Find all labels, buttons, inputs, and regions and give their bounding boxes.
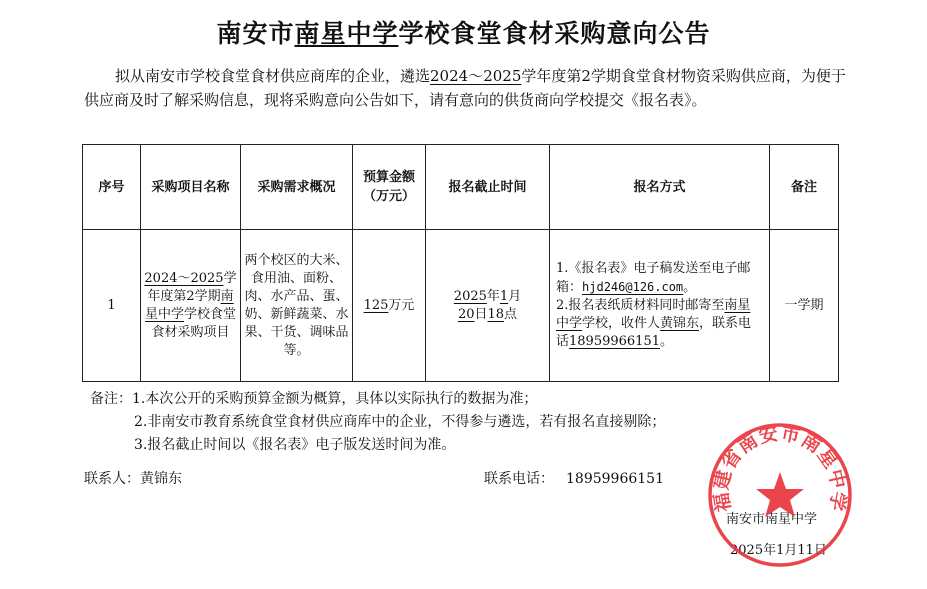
cell-method bbox=[550, 230, 770, 382]
procurement-table bbox=[82, 144, 839, 382]
method-text-2c: ，联系电话 bbox=[556, 316, 752, 349]
note-item: 3.报名截止时间以《报名表》电子版发送时间为准。 bbox=[134, 437, 456, 453]
contact-phone-label: 联系电话： bbox=[484, 471, 554, 487]
method-text-2a: 2.报名表纸质材料同时邮寄至 bbox=[556, 298, 725, 313]
table-header-row bbox=[83, 145, 839, 230]
contact-phone bbox=[484, 468, 664, 488]
method-text-1a: 1.《报名表》电子稿发送至电子邮箱： bbox=[556, 261, 751, 295]
deadline-day: 20 bbox=[457, 306, 475, 322]
page-title bbox=[0, 14, 927, 50]
method-email: hjd246@126.com bbox=[582, 280, 684, 294]
contact-person bbox=[84, 468, 182, 488]
intro-year: 2024～2025 bbox=[430, 67, 522, 85]
header-budget bbox=[353, 145, 426, 230]
intro-text-2: 学年度第2学期食堂食材物资采购供应商，为便于供应商及时了解采购信息，现将采购意向公告如下，请有意向的供货商向学校提交《报名表》。 bbox=[84, 67, 846, 109]
seal-star bbox=[756, 472, 804, 517]
deadline-hour: 18 bbox=[487, 306, 505, 322]
cell-needs: 两个校区的大米、食用油、面粉、肉、水产品、蛋、奶、新鲜蔬菜、水果、干货、调味品等。 bbox=[241, 230, 353, 382]
method-text-1b: 。 bbox=[683, 280, 697, 295]
notes-section bbox=[90, 388, 665, 457]
project-text-1: 学年度第2学期 bbox=[147, 270, 237, 304]
method-text-2d: 。 bbox=[660, 334, 674, 349]
cell-budget bbox=[353, 230, 426, 382]
method-recipient: 黄锦东 bbox=[660, 316, 700, 331]
project-school: 南星中学 bbox=[144, 288, 234, 322]
contact-phone-number: 18959966151 bbox=[566, 471, 664, 487]
deadline-day-unit: 日 bbox=[474, 306, 488, 322]
budget-unit: 万元 bbox=[388, 297, 415, 313]
notes-label: 备注： bbox=[90, 391, 132, 407]
method-text-2b: 学校，收件人 bbox=[582, 316, 661, 331]
deadline-year: 2025 bbox=[453, 288, 487, 304]
deadline-hour-unit: 点 bbox=[504, 306, 518, 322]
signature-date: 2025年1月11日 bbox=[730, 543, 827, 558]
cell-deadline bbox=[426, 230, 550, 382]
table-row bbox=[83, 230, 839, 382]
header-project: 采购项目名称 bbox=[141, 145, 241, 230]
header-method: 报名方式 bbox=[550, 145, 770, 230]
header-deadline: 报名截止时间 bbox=[426, 145, 550, 230]
project-text-2: 学校食堂食材采购项目 bbox=[151, 306, 237, 340]
cell-project bbox=[141, 230, 241, 382]
note-text-1: 1.本次公开的采购预算金额为概算，具体以实际执行的数据为准； bbox=[132, 391, 538, 407]
note-item bbox=[90, 388, 665, 411]
official-seal bbox=[705, 420, 855, 570]
deadline-month: 1 bbox=[499, 288, 509, 304]
deadline-year-unit: 年 bbox=[486, 288, 500, 304]
header-needs: 采购需求概况 bbox=[241, 145, 353, 230]
contact-person-name: 黄锦东 bbox=[140, 471, 182, 487]
cell-no: 1 bbox=[83, 230, 141, 382]
title-rest: 学校食堂食材采购意向公告 bbox=[398, 19, 711, 48]
signature-org: 南安市南星中学 bbox=[726, 512, 818, 527]
header-budget-line1: 预算金额 bbox=[362, 170, 415, 185]
title-city: 南安市 bbox=[216, 19, 295, 48]
seal-text-path: 福建省南安市南星中学 bbox=[710, 422, 850, 514]
cell-remark: 一学期 bbox=[770, 230, 839, 382]
contact-person-label: 联系人： bbox=[84, 471, 140, 487]
header-budget-line2: （万元） bbox=[362, 189, 415, 204]
header-remark: 备注 bbox=[770, 145, 839, 230]
method-phone: 18959966151 bbox=[569, 334, 660, 349]
header-no: 序号 bbox=[83, 145, 141, 230]
title-school: 南星中学 bbox=[294, 19, 399, 48]
method-school: 南星中学 bbox=[556, 298, 751, 331]
deadline-month-unit: 月 bbox=[508, 288, 522, 304]
intro-paragraph bbox=[84, 64, 850, 112]
project-year: 2024～2025 bbox=[144, 270, 224, 286]
note-item: 2.非南安市教育系统食堂食材供应商库中的企业，不得参与遴选，若有报名直接剔除； bbox=[134, 414, 666, 430]
budget-value: 125 bbox=[363, 297, 389, 313]
intro-text-1: 拟从南安市学校食堂食材供应商库的企业，遴选 bbox=[115, 67, 431, 85]
